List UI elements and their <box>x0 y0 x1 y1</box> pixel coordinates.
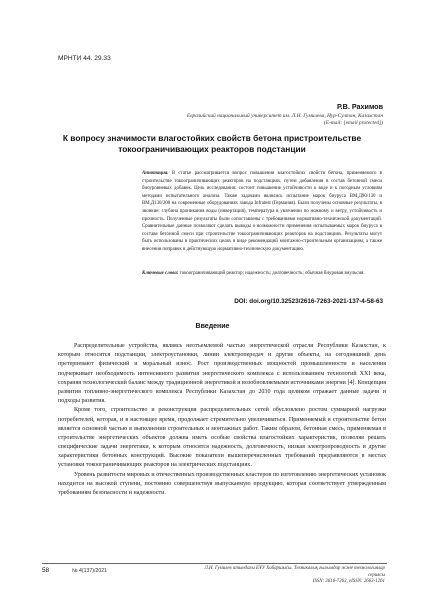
article-title: К вопросу значимости влагостойких свойств бетона пристроительстве токоограничивающих реакторов подстанции <box>62 133 362 154</box>
author-name: Р.В. Рахимов <box>336 102 383 111</box>
journal-title: Л.Н. Гумилев атындағы ЕҰУ Хабаршысы. Техникалық ғылымдар және технологиялар сериясы <box>204 566 385 578</box>
abstract-label: Аннотация. <box>142 171 169 176</box>
journal-info <box>195 566 385 586</box>
abstract <box>142 170 382 254</box>
body-text <box>58 342 386 498</box>
journal-issn: ISSN: 2616-7263, eISSN: 2663-1261 <box>312 579 385 585</box>
mrnti-code: МРНТИ 44. 29.33 <box>58 55 111 62</box>
body-paragraph: Уровень развитости мировых и отечественных производственных кластеров по изготовлению энергетических установок находится на высокой ступени, постоянно совершенствуя выпускаемую продукцию, которая соответствует утвержденным требованиям безопасности и надежности. <box>58 471 386 496</box>
author-email: (E-mail: [email protected]) <box>323 120 383 127</box>
author-affiliation-block <box>143 113 383 127</box>
footer-divider <box>42 563 387 564</box>
keywords <box>142 270 382 278</box>
keywords-text: токоограничивающий реактор; надежность; долговечность; обычная биуровая эмульсия. <box>179 271 365 276</box>
section-heading: Введение <box>195 323 230 330</box>
abstract-text: В статье рассматривается вопрос повышения влагостойких свойств бетона, применяемого в строительстве токоограничивающих реакторов на подстанциях, путем добавления в состав бетонной смеси биоуровневых добавок. Цель исследования: состоит повышение устойчивости к воде и к погодным условиям методами испытательного анализа. Также задачами являлись испытание марок биуруса ВМ,Д90/130 и ВМ,Д130/200 на современные оборудованиях завода Infratest (Германия). Были получены основные результаты, в звонкие: глубина проникания воды (инвертация), температура в увлечении по ножному и ветру, устойчивость и прочность. Полученные результаты были сопоставлены с требованиями нормативно-технической документаций. Сравнительные данные позволяют сделать выводы о возможности применения испытываемых марок биуруса в составе бетонной смеси при строительстве токоограничивающих реакторов на подстанциях. Результаты могут быть использованы в практических целях в виде рекомендаций монтажно-строительным организациям, а также внесения поправок в действующую нормативно-техническую документацию. <box>142 171 382 252</box>
keywords-label: Ключевые слова: <box>142 271 179 276</box>
author-affiliation: Евразийский национальный университет им. Л.Н. Гумилева, Нур-Султан, Казахстан <box>186 113 383 119</box>
page-number: 58 <box>42 567 50 574</box>
issue-number: № 4(137)/2021 <box>72 568 107 574</box>
doi-link[interactable]: DOI: doi.org/10.32523/2616-7263-2021-137-4-58-63 <box>234 298 383 305</box>
body-paragraph: Распределительные устройства, являясь неотъемлемой частью энергетической отрасли Республики Казахстан, к которым относятся подстанции, электроустановки, линии электропередач и другие объекты, на сегодняшний день претерпевают физический и моральный износ. Рост производственных мощностей промышленности и населения подчеркивает необходимость интенсивного развития энергетического комплекса с использованием технологий XXI века, сохраняя технологический баланс между традиционной энергетикой и возобновляемыми источниками энергии [4]. Концепция развития топливно-энергетического комплекса Республики Казахстан до 2030 года целиком отражает данные задачи и подходы развития. <box>58 343 386 405</box>
body-paragraph: Кроме того, строительство и реконструкция распределительных сетей обусловлено ростом суммарной нагрузки потребителей, которая, и в настоящее время, продолжает стремительно увеличиваться. Применяемый в строительстве бетон является основной частью в выполнении строительных и монтажных работ. Таким образом, бетонная смесь, применяемая в строительстве энергетических объектов должна иметь особые свойства влагостойких характеристик, позволяя решать специфические задачи энергетики, к которым относятся надежность, долговечность, низкая электропроводность и другие характеристики бетонных конструкций. Высокие показатели вышеперечисленных требований предъявляются в местах установки токоограничивающих реакторов на электрических подстанциях. <box>58 407 386 469</box>
